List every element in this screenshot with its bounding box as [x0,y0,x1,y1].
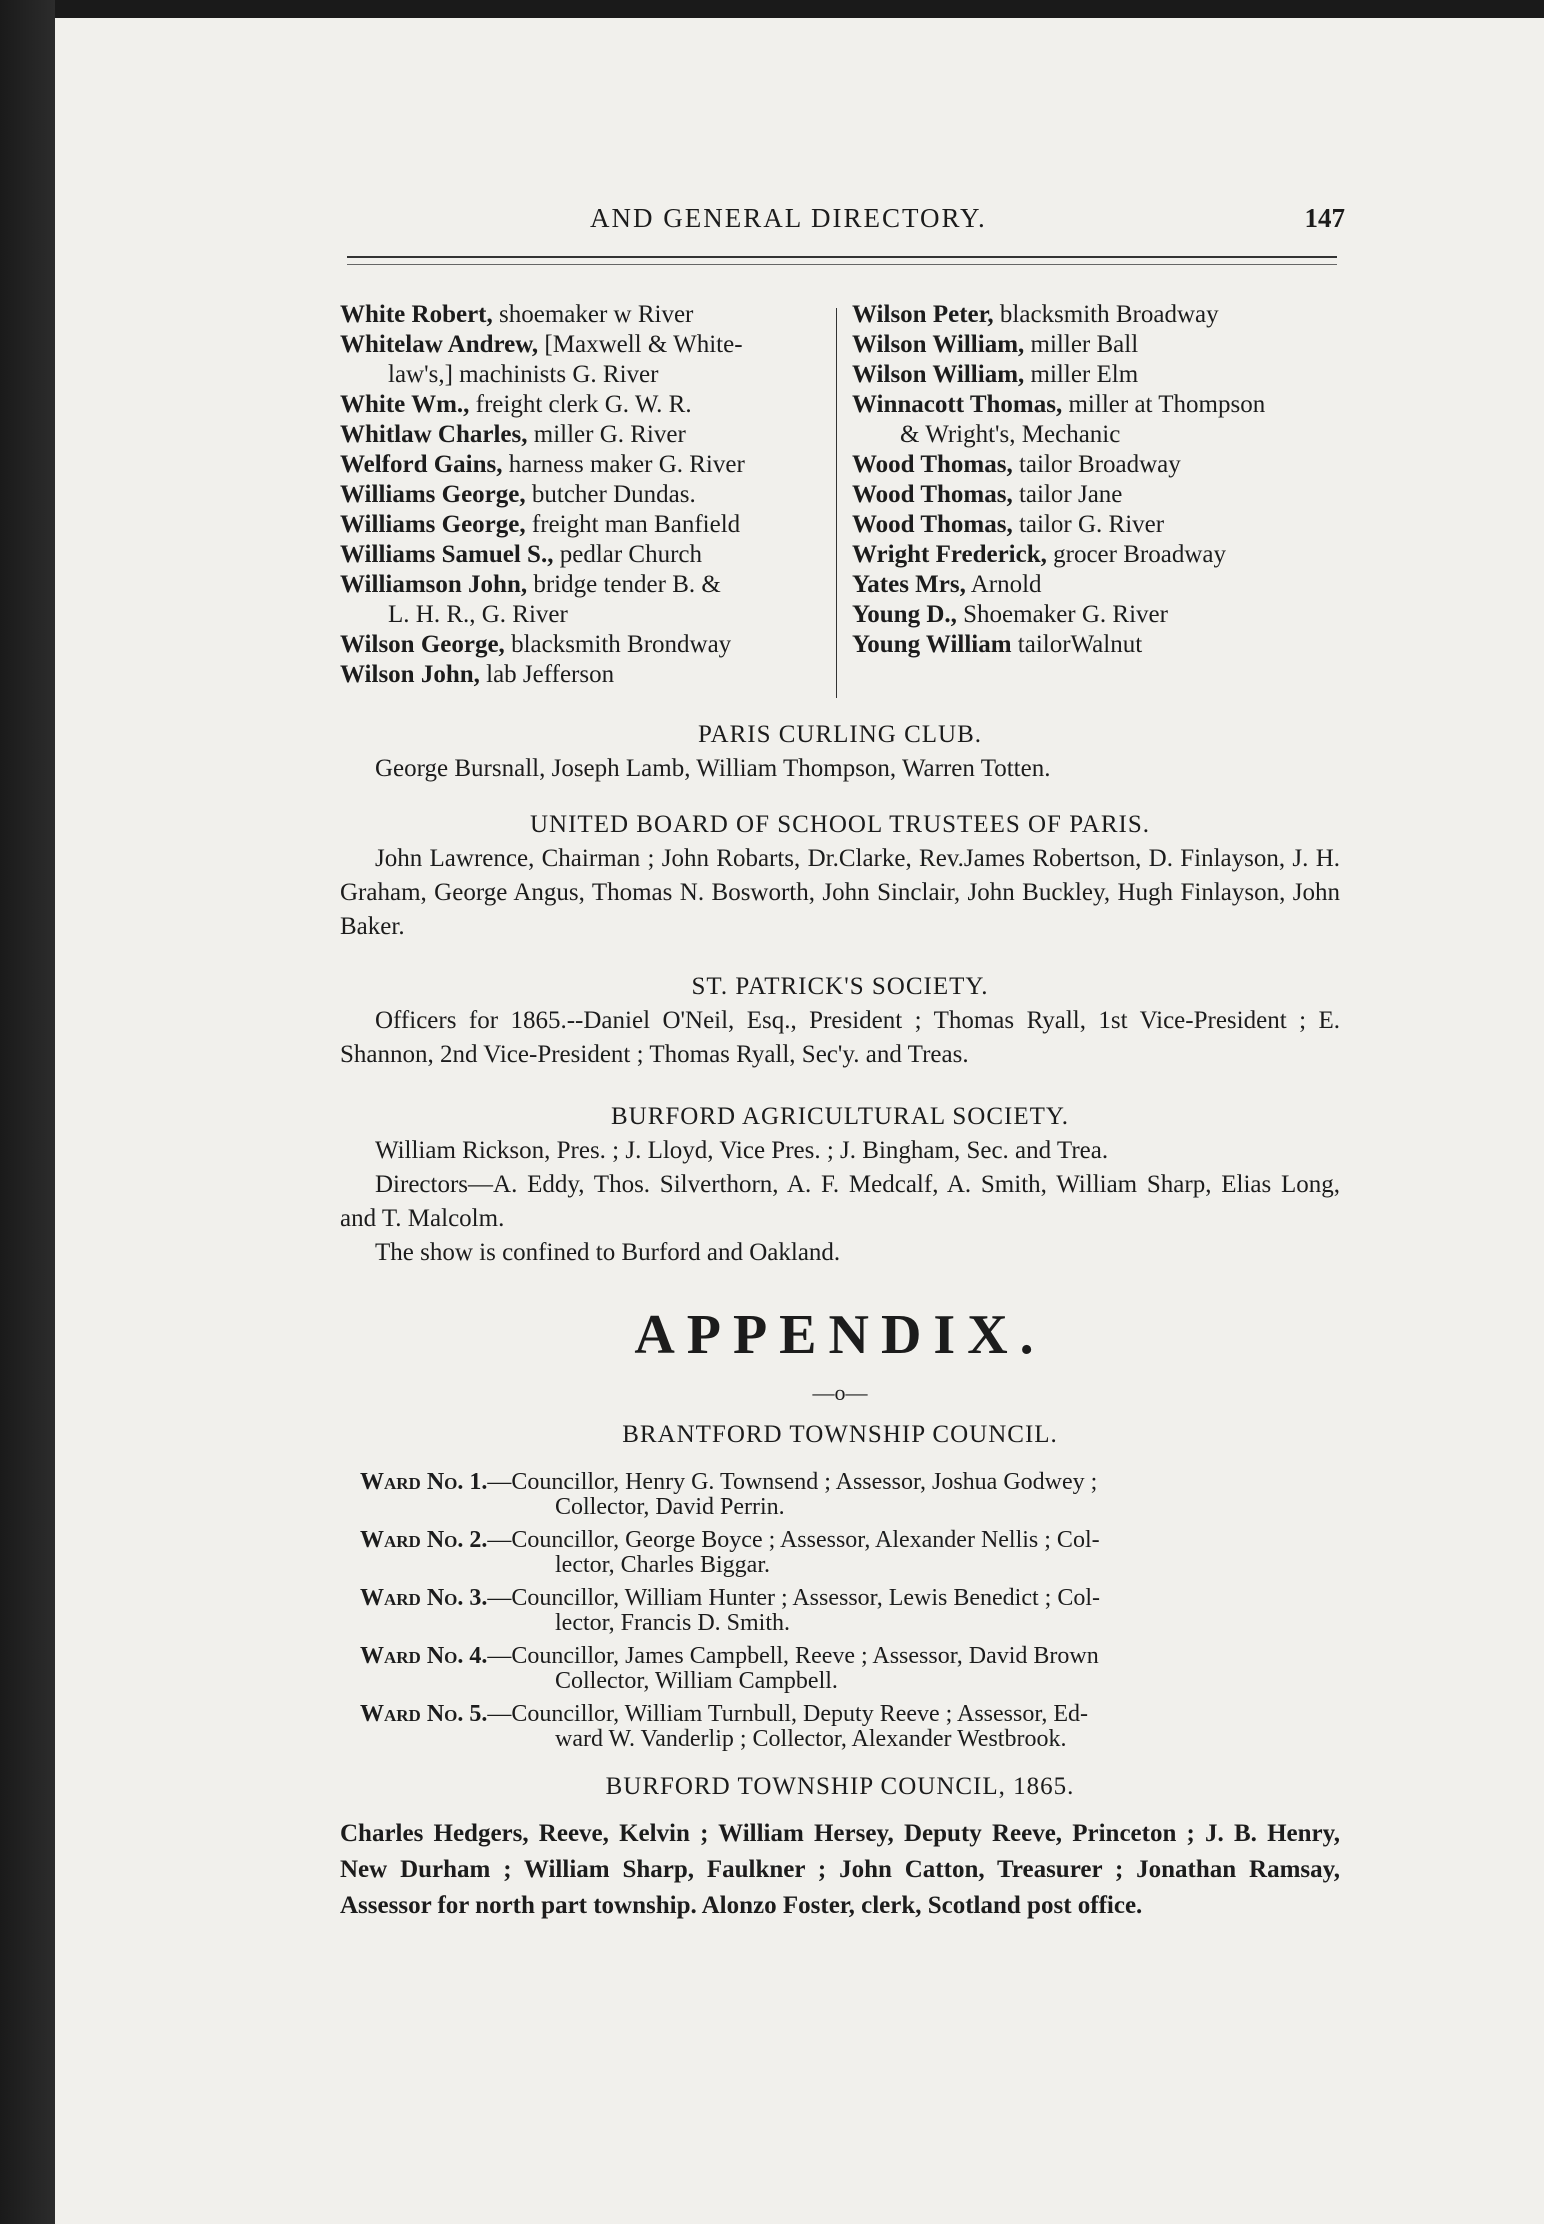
entry-name: Wilson Peter, [852,301,994,328]
entry-detail: miller Ball [1024,331,1139,358]
section-text: George Bursnall, Joseph Lamb, William Thompson, Warren Totten. [375,755,1051,782]
directory-right-column [852,300,1352,660]
directory-entry [852,420,1352,450]
curling-club-section [340,718,1340,786]
entry-detail: [Maxwell & White- [538,331,743,358]
directory-entry [340,510,828,540]
directory-entry [340,390,828,420]
ward-text: —Councillor, James Campbell, Reeve ; Assessor, David Brown [487,1643,1099,1669]
directory-entry [340,540,828,570]
entry-detail: law's,] machinists G. River [388,361,659,388]
ward-text: —Councillor, George Boyce ; Assessor, Alexander Nellis ; Col- [487,1527,1100,1553]
brantford-council-heading [340,1418,1340,1452]
entry-detail: tailor G. River [1012,511,1165,538]
section-text: Officers for 1865.--Daniel O'Neil, Esq., President ; Thomas Ryall, 1st Vice-President ; E. Shannon, 2nd Vice-President ; Thomas Ryall, Sec'y. and Treas. [340,1007,1340,1068]
directory-entry [340,420,828,450]
header-rule-thin [347,264,1337,265]
running-header [355,203,1345,247]
entry-name: Wright Frederick, [852,541,1047,568]
ward-text-cont: ward W. Vanderlip ; Collector, Alexander Westbrook. [555,1726,1067,1752]
burford-agricultural-section [340,1100,1340,1270]
section-text: Charles Hedgers, Reeve, Kelvin ; William Hersey, Deputy Reeve, Princeton ; J. B. Henry, New Durham ; William Sharp, Faulkner ; John Catton, Treasurer ; Jonathan Ramsay, Assessor for north part township. Alonzo Foster, clerk, Scotland post office. [340,1820,1340,1919]
page-content [285,18,1345,2168]
entry-name: Whitlaw Charles, [340,421,528,448]
entry-name: Welford Gains, [340,451,503,478]
ward-label: Ward No. 5. [360,1701,488,1727]
directory-entry [340,630,828,660]
entry-name: Young William [852,631,1012,658]
ward-entry [360,1702,1345,1752]
section-text-show: The show is confined to Burford and Oakland. [375,1239,841,1266]
ward-text-cont: lector, Charles Biggar. [555,1552,770,1578]
book-page [55,18,1544,2224]
ward-entry [360,1644,1345,1694]
entry-detail: shoemaker w River [492,301,694,328]
header-rule [347,256,1337,258]
directory-entry [340,450,828,480]
entry-name: Williams Samuel S., [340,541,554,568]
entry-detail: blacksmith Brondway [504,631,732,658]
entry-detail: pedlar Church [553,541,703,568]
directory-entry [340,570,828,600]
column-divider [836,308,837,698]
ward-label: Ward No. 2. [360,1527,488,1553]
entry-detail: tailorWalnut [1011,631,1143,658]
entry-detail: & Wright's, Mechanic [900,421,1121,448]
entry-detail: miller G. River [527,421,686,448]
entry-name: Winnacott Thomas, [852,391,1063,418]
entry-name: Wilson George, [340,631,505,658]
ward-text-cont: Collector, David Perrin. [555,1494,785,1520]
section-heading: BURFORD TOWNSHIP COUNCIL, 1865. [605,1773,1075,1800]
entry-detail: bridge tender B. & [527,571,721,598]
entry-name: Williams George, [340,481,526,508]
directory-entry [852,600,1352,630]
entry-name: Yates Mrs, [852,571,966,598]
ward-text: —Councillor, Henry G. Townsend ; Assessor, Joshua Godwey ; [487,1469,1098,1495]
entry-detail: miller at Thompson [1062,391,1266,418]
entry-detail: miller Elm [1024,361,1139,388]
entry-detail: butcher Dundas. [525,481,696,508]
directory-entry [852,300,1352,330]
entry-name: Wood Thomas, [852,481,1013,508]
directory-entry [852,510,1352,540]
ward-label: Ward No. 3. [360,1585,488,1611]
entry-detail: tailor Broadway [1012,451,1181,478]
directory-entry [852,450,1352,480]
ward-text: —Councillor, William Hunter ; Assessor, Lewis Benedict ; Col- [487,1585,1100,1611]
directory-entry [852,570,1352,600]
ward-text: —Councillor, William Turnbull, Deputy Reeve ; Assessor, Ed- [487,1701,1089,1727]
entry-name: Wilson William, [852,361,1025,388]
scan-top-border [0,0,1544,18]
page-number: 147 [1304,203,1345,233]
header-title: AND GENERAL DIRECTORY. [590,203,987,233]
ward-entry [360,1586,1345,1636]
ward-entry [360,1470,1345,1520]
section-heading: UNITED BOARD OF SCHOOL TRUSTEES OF PARIS. [529,811,1151,838]
entry-name: White Wm., [340,391,470,418]
entry-name: White Robert, [340,301,493,328]
section-text-directors: Directors—A. Eddy, Thos. Silverthorn, A. F. Medcalf, A. Smith, William Sharp, Elias Long, and T. Malcolm. [340,1171,1340,1232]
appendix-divider: —o— [812,1380,868,1405]
directory-entry [852,360,1352,390]
section-heading: BRANTFORD TOWNSHIP COUNCIL. [622,1421,1058,1448]
directory-entry [340,480,828,510]
ward-text-cont: Collector, William Campbell. [555,1668,838,1694]
entry-name: Young D., [852,601,957,628]
directory-left-column [340,300,828,690]
directory-entry [852,390,1352,420]
ward-text-cont: lector, Francis D. Smith. [555,1610,791,1636]
directory-entry [852,480,1352,510]
entry-detail: Arnold [965,571,1042,598]
entry-detail: freight clerk G. W. R. [469,391,692,418]
entry-detail: harness maker G. River [502,451,745,478]
section-text-officers: William Rickson, Pres. ; J. Lloyd, Vice Pres. ; J. Bingham, Sec. and Trea. [375,1137,1109,1164]
directory-entry [852,540,1352,570]
entry-detail: freight man Banfield [525,511,741,538]
ward-label: Ward No. 4. [360,1643,488,1669]
entry-name: Williams George, [340,511,526,538]
burford-council-section [340,1770,1340,1924]
entry-name: Wilson William, [852,331,1025,358]
ward-label: Ward No. 1. [360,1469,488,1495]
directory-entry [340,360,828,390]
section-heading: ST. PATRICK'S SOCIETY. [691,973,989,1000]
ward-entry [360,1528,1345,1578]
entry-name: Williamson John, [340,571,528,598]
entry-detail: Shoemaker G. River [956,601,1168,628]
directory-entry [340,660,828,690]
directory-entry [340,600,828,630]
entry-name: Wilson John, [340,661,480,688]
entry-name: Wood Thomas, [852,511,1013,538]
directory-entry [340,330,828,360]
section-heading: BURFORD AGRICULTURAL SOCIETY. [610,1103,1069,1130]
appendix-title: APPENDIX. [634,1304,1046,1366]
school-trustees-section [340,808,1340,944]
entry-detail: tailor Jane [1012,481,1123,508]
entry-detail: blacksmith Broadway [993,301,1219,328]
entry-detail: grocer Broadway [1046,541,1226,568]
entry-detail: lab Jefferson [479,661,615,688]
st-patricks-section [340,970,1340,1072]
directory-entry [340,300,828,330]
entry-detail: L. H. R., G. River [388,601,568,628]
directory-entry [852,630,1352,660]
entry-name: Whitelaw Andrew, [340,331,539,358]
directory-entry [852,330,1352,360]
entry-name: Wood Thomas, [852,451,1013,478]
section-text: John Lawrence, Chairman ; John Robarts, Dr.Clarke, Rev.James Robertson, D. Finlayson, J. H. Graham, George Angus, Thomas N. Bosworth, John Sinclair, John Buckley, Hugh Finlayson, John Baker. [340,845,1340,940]
section-heading: PARIS CURLING CLUB. [697,721,983,748]
scan-left-border [0,0,55,2224]
